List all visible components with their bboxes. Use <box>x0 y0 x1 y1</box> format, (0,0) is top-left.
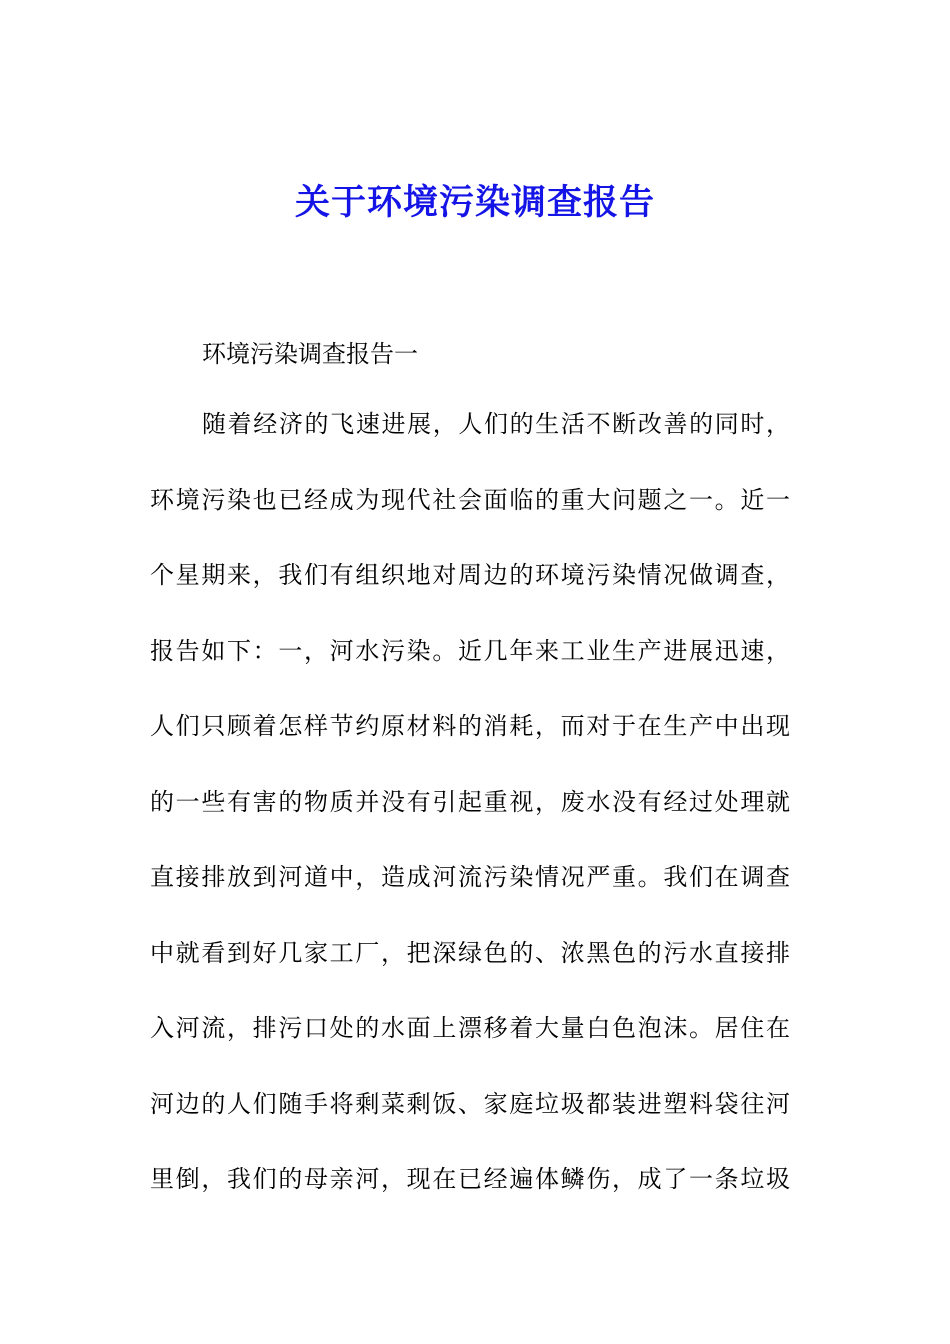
body-line: 的一些有害的物质并没有引起重视，废水没有经过处理就 <box>150 787 790 816</box>
body-paragraph <box>150 406 790 1237</box>
body-line: 中就看到好几家工厂，把深绿色的、浓黑色的污水直接排 <box>150 938 790 967</box>
body-line: 个星期来，我们有组织地对周边的环境污染情况做调查， <box>150 561 790 589</box>
document-title: 关于环境污染调查报告 <box>294 182 655 223</box>
body-line: 人们只顾着怎样节约原材料的消耗，而对于在生产中出现 <box>150 712 790 740</box>
body-line: 直接排放到河道中，造成河流污染情况严重。我们在调查 <box>150 863 790 891</box>
body-line: 里倒，我们的母亲河，现在已经遍体鳞伤，成了一条垃圾 <box>150 1165 790 1193</box>
section-subtitle: 环境污染调查报告一 <box>202 340 418 368</box>
body-line: 河边的人们随手将剩菜剩饭、家庭垃圾都装进塑料袋往河 <box>150 1089 790 1118</box>
body-line: 报告如下：一，河水污染。近几年来工业生产进展迅速， <box>150 636 790 665</box>
body-line: 随着经济的飞速进展，人们的生活不断改善的同时， <box>202 410 790 438</box>
body-line: 环境污染也已经成为现代社会面临的重大问题之一。近一 <box>150 485 790 514</box>
body-line: 入河流，排污口处的水面上漂移着大量白色泡沫。居住在 <box>150 1014 790 1042</box>
